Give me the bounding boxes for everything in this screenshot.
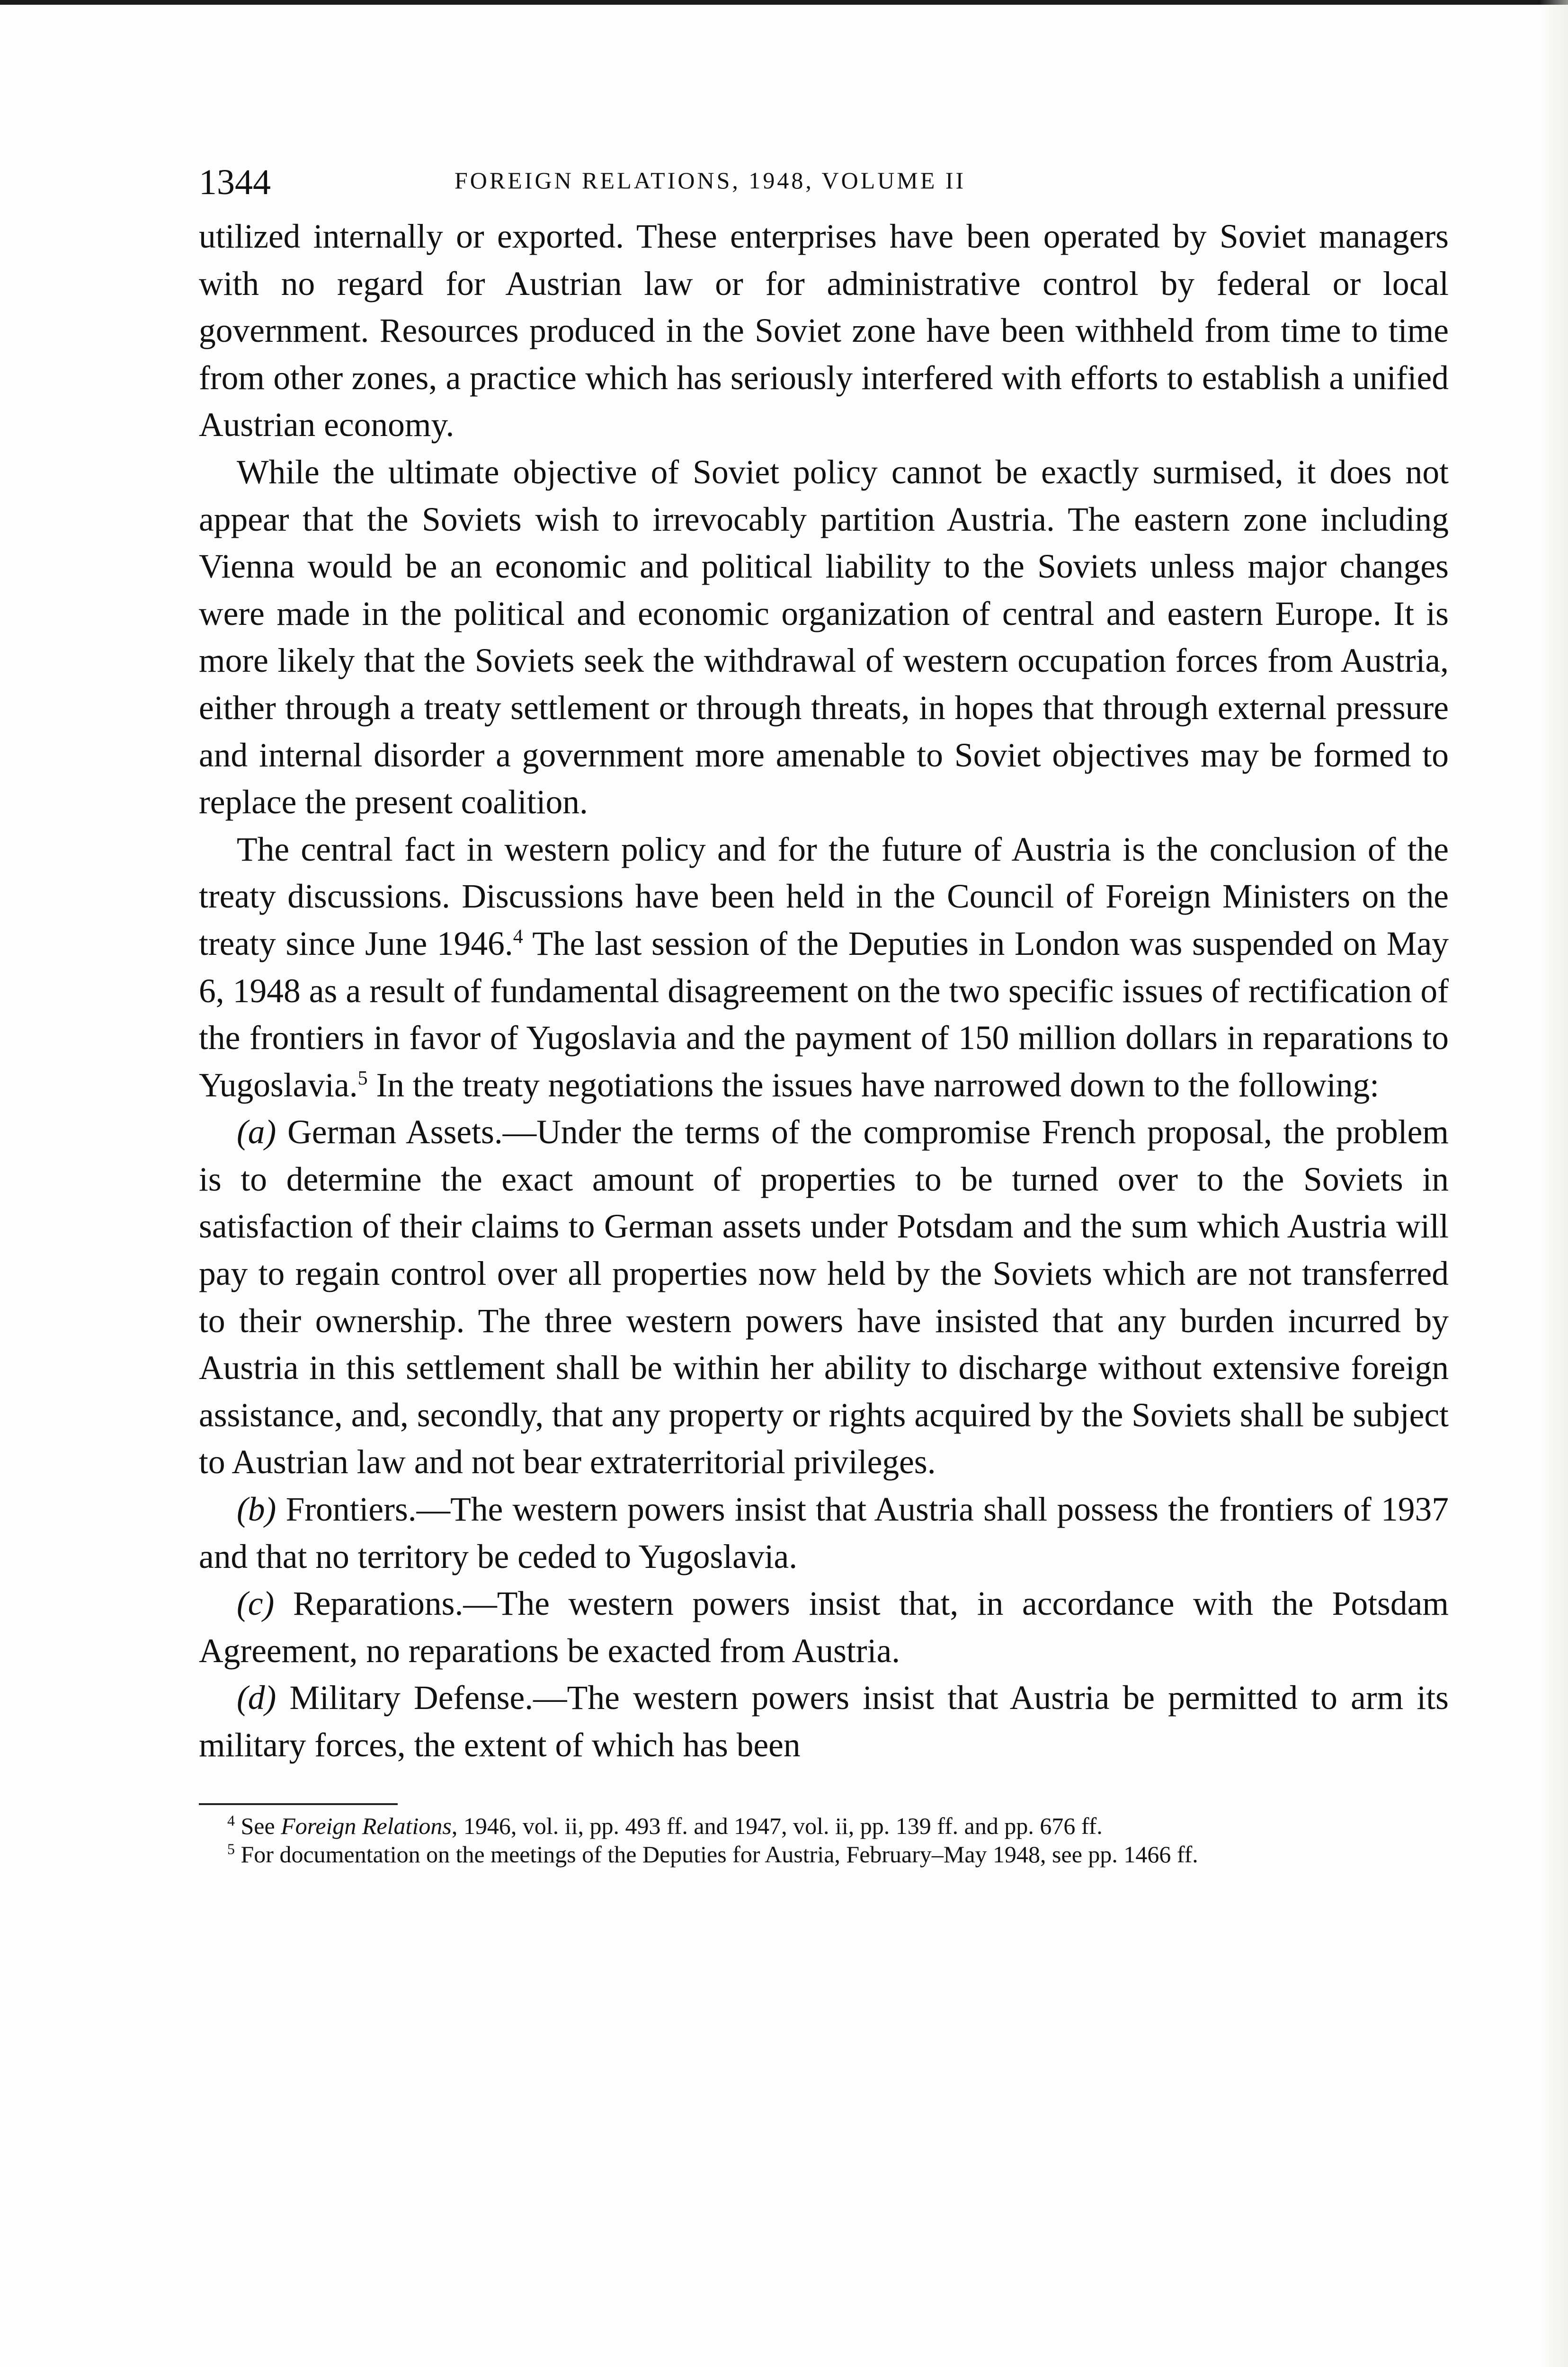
footnote-4: [199, 1812, 1449, 1840]
page-number: 1344: [199, 162, 271, 202]
running-title: FOREIGN RELATIONS, 1948, VOLUME II: [454, 167, 966, 194]
item-a-text: German Assets.—Under the terms of the compromise French proposal, the problem is to determine the exact amount of properties to be turned over to the Soviets in satisfaction of their claims to German assets under Potsdam and the sum which Austria will pay to regain control over all properties now held by the Soviets which are not transferred to their ownership. The three western powers have insisted that any burden incurred by Austria in this settlement shall be within her ability to discharge without extensive foreign assistance, and, secondly, that any property or rights acquired by the Soviets shall be subject to Austrian law and not bear extraterritorial privileges.: [199, 1113, 1449, 1481]
treaty-text-part-2: The last session of the Deputies in London was suspended on May 6, 1948 as a result of fundamental disagreement on the two specific issues of rectification of the frontiers in favor of Yugoslavia and the payment of 150 million dollars in reparations to Yugoslavia.: [199, 925, 1449, 1104]
page-body: [199, 142, 1449, 1869]
footnote-5-text: For documentation on the meetings of the Deputies for Austria, February–May 1948, see pp. 1466 ff.: [235, 1841, 1198, 1868]
footnote-4-rest: , 1946, vol. ii, pp. 493 ff. and 1947, vol. ii, pp. 139 ff. and pp. 676 ff.: [451, 1812, 1103, 1839]
item-c-text: Reparations.—The western powers insist that, in accordance with the Potsdam Agreement, no reparations be exacted from Austria.: [199, 1585, 1449, 1670]
paragraph-soviet-objective: While the ultimate objective of Soviet policy cannot be exactly surmised, it does not appear that the Soviets wish to irrevocably partition Austria. The eastern zone including Vienna would be an economic and political liability to the Soviets unless major changes were made in the political and economic organization of central and eastern Europe. It is more likely that the Soviets seek the withdrawal of western occupation forces from Austria, either through a treaty settlement or through threats, in hopes that through external pressure and internal disorder a government more amenable to Soviet objectives may be formed to replace the present coalition.: [199, 453, 1449, 821]
footnote-4-title: Foreign Relations: [281, 1812, 452, 1839]
item-frontiers: [199, 1486, 1449, 1580]
treaty-text-part-1: The central fact in western policy and for the future of Austria is the conclusion of the treaty discussions. Discussions have been held in the Council of Foreign Ministers on the treaty since June 1946.: [199, 830, 1449, 962]
item-c-label: (c): [237, 1585, 275, 1623]
footnote-4-prefix: See: [235, 1812, 281, 1839]
treaty-text-part-3: In the treaty negotiations the issues have narrowed down to the following:: [367, 1066, 1380, 1104]
footnote-4-mark: 4: [227, 1811, 235, 1829]
item-reparations: [199, 1580, 1449, 1674]
item-military-defense: [199, 1674, 1449, 1769]
footnote-5-mark: 5: [227, 1840, 235, 1857]
scan-edge-shadow: [1540, 0, 1568, 2367]
item-german-assets: [199, 1109, 1449, 1486]
item-b-label: (b): [237, 1491, 276, 1529]
paragraph-enterprises: utilized internally or exported. These enterprises have been operated by Soviet managers with no regard for Austrian law or for administrative control by federal or local government. Resources produced in the Soviet zone have been withheld from time to time from other zones, a practice which has seriously interfered with efforts to establish a unified Austrian economy.: [199, 218, 1449, 444]
page-header: [199, 142, 1449, 213]
footnote-divider: [199, 1803, 398, 1805]
item-a-label: (a): [237, 1113, 276, 1151]
scan-top-edge: [0, 0, 1568, 5]
footnote-5: [199, 1840, 1449, 1869]
footnote-ref-5: 5: [357, 1067, 368, 1089]
footnote-ref-4: 4: [513, 926, 523, 948]
item-d-label: (d): [237, 1679, 276, 1717]
item-b-text: Frontiers.—The western powers insist that Austria shall possess the frontiers of 1937 and that no territory be ceded to Yugoslavia.: [199, 1491, 1449, 1575]
paragraph-treaty-discussions: [199, 826, 1449, 1109]
item-d-text: Military Defense.—The western powers insist that Austria be permitted to arm its military forces, the extent of which has been: [199, 1679, 1449, 1764]
